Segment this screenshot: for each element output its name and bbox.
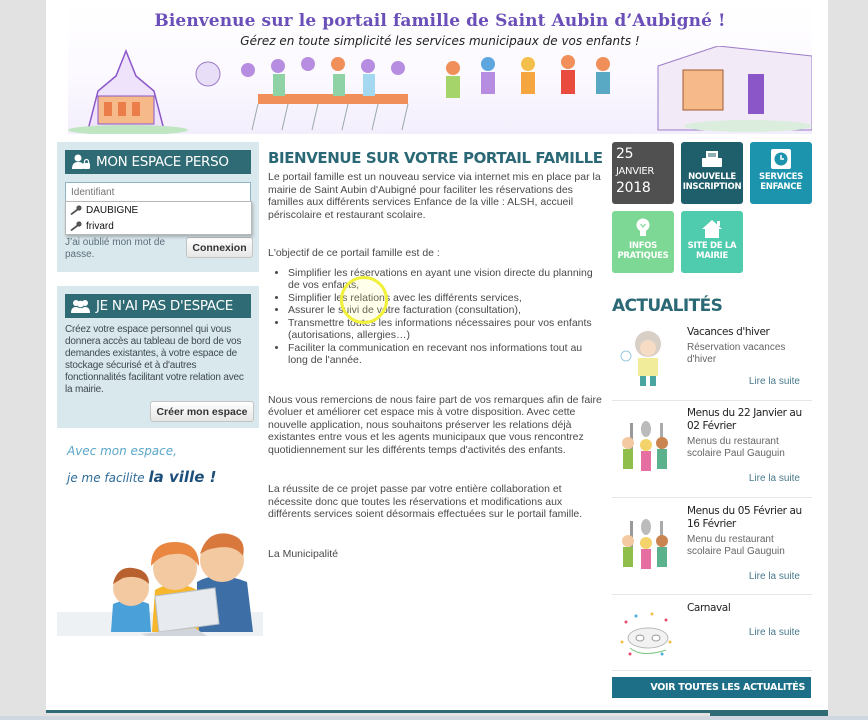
all-news-button[interactable]: VOIR TOUTES LES ACTUALITÉS [612, 677, 811, 698]
promo-line2-emphasis: la ville ! [148, 468, 217, 486]
read-more-link[interactable]: Lire la suite [748, 473, 800, 484]
autocomplete-option-label: frivard [86, 220, 114, 232]
news-divider [612, 497, 812, 498]
news-item[interactable] [612, 326, 812, 392]
banner-illustration [68, 46, 812, 134]
family-computer-image [57, 492, 263, 636]
lightbulb-icon [635, 218, 651, 238]
news-divider [612, 670, 812, 671]
promo-illustration [57, 436, 263, 636]
town-hall-site-tile[interactable] [681, 211, 743, 273]
promo-line2 [67, 468, 216, 486]
tile-label: MAIRIE [696, 251, 728, 261]
printer-icon [701, 151, 723, 169]
house-icon [702, 220, 722, 238]
page-title: BIENVENUE SUR VOTRE PORTAIL FAMILLE [268, 149, 603, 167]
news-description: Réservation vacances d'hiver [687, 342, 786, 365]
header-banner [68, 6, 812, 134]
banner-subtitle: Gérez en toute simplicité les services municipaux de vos enfants ! [240, 34, 640, 48]
taskbar-edge [0, 716, 868, 720]
clock-icon [771, 149, 791, 169]
winter-child-thumbnail [616, 326, 676, 390]
tile-label: ENFANCE [760, 182, 802, 192]
child-services-tile[interactable] [750, 142, 812, 204]
objective-item: • Simplifier les relations avec les différents services, [288, 292, 603, 305]
autocomplete-option[interactable] [66, 202, 251, 218]
news-description: Menus du restaurant scolaire Paul Gauguin [687, 436, 785, 459]
tile-label: PRATIQUES [617, 251, 669, 261]
tile-label: NOUVELLE [688, 172, 736, 182]
objectives-list [288, 267, 603, 367]
banner-title: Bienvenue sur le portail famille de Saint Aubin d’Aubigné ! [154, 11, 726, 31]
read-more-link[interactable]: Lire la suite [748, 571, 800, 582]
objectives-intro: L'objectif de ce portail famille est de : [268, 247, 440, 259]
read-more-link[interactable]: Lire la suite [748, 627, 800, 638]
objective-item: • Simplifier les réservations en ayant une vision directe du planning de vos enfants, [288, 267, 603, 292]
news-item[interactable] [612, 407, 812, 487]
news-title: Carnaval [687, 602, 731, 614]
autocomplete-option-label: DAUBIGNE [86, 204, 139, 216]
key-icon [70, 205, 82, 215]
tile-label: INFOS [629, 241, 657, 251]
tile-label: SERVICES [759, 172, 803, 182]
create-account-button[interactable]: Créer mon espace [150, 401, 254, 422]
read-more-link[interactable]: Lire la suite [748, 376, 800, 387]
tile-label: INSCRIPTION [682, 182, 742, 192]
login-button[interactable]: Connexion [186, 237, 253, 258]
login-heading [65, 150, 251, 174]
identifier-input[interactable] [65, 182, 251, 202]
date-tile [612, 142, 674, 204]
date-year: 2018 [616, 180, 651, 196]
success-paragraph: La réussite de ce projet passe par votre entière collaboration et nécessite donc que toutes les réservations et modifications aux différents services soient désormais effectuées sur le portail famille. [268, 483, 583, 520]
promo-line1: Avec mon espace, [67, 444, 177, 458]
new-registration-tile[interactable] [681, 142, 743, 204]
tile-label: SITE DE LA [687, 241, 737, 251]
no-account-panel [57, 286, 259, 428]
autocomplete-option[interactable] [66, 218, 251, 234]
autocomplete-dropdown [65, 201, 252, 235]
user-lock-icon [71, 154, 91, 170]
news-divider [612, 400, 812, 401]
carnival-mask-thumbnail [616, 602, 676, 666]
news-divider [612, 594, 812, 595]
forgot-password-link[interactable]: J’ai oublié mon mot de passe. [65, 237, 166, 260]
intro-paragraph: Le portail famille est un nouveau service via internet mis en place par la mairie de Saint Aubin d'Aubigné pour faciliter les réservations des familles aux différents services Enfance de la ville : ALSH, accueil périscolaire et restaurant scolaire. [268, 171, 601, 221]
practical-info-tile[interactable] [612, 211, 674, 273]
no-account-heading-text: JE N'AI PAS D'ESPACE [96, 298, 233, 314]
objective-item: • Assurer le suivi de votre facturation (consultation), [288, 304, 603, 317]
key-icon [70, 221, 82, 231]
news-heading: ACTUALITÉS [612, 296, 723, 316]
objective-item: • Transmettre toutes les informations nécessaires pour vos enfants (autorisations, allergies…) [288, 317, 603, 342]
no-account-description: Créez votre espace personnel qui vous donnera accès au tableau de bord de vos demandes existantes, à votre espace de stockage sécurisé et à d'autres fonctionnalités facilitant votre relation avec la mairie. [65, 324, 244, 395]
date-day: 25 [616, 146, 634, 162]
news-title: Menus du 05 Février au 16 Février [687, 505, 802, 530]
login-panel [57, 142, 259, 272]
thanks-paragraph: Nous vous remercions de nous faire part de vos remarques afin de faire évoluer et améliorer cet espace mis à votre disposition. Avec cette nouvelle application, nous souhaitons préserver les relations déjà existantes entre vous et les agents municipaux que vous rencontrez quotidiennement sur les différents temps d'activités des enfants. [268, 393, 602, 456]
objective-item: • Faciliter la communication en recevant nos informations tout au long de l'année. [288, 342, 603, 367]
news-item[interactable] [612, 602, 812, 668]
promo-line2-prefix: je me facilite [67, 471, 145, 485]
news-description: Menu du restaurant scolaire Paul Gauguin [687, 534, 785, 557]
kids-cutlery-thumbnail [616, 517, 676, 581]
news-title: Menus du 22 Janvier au 02 Février [687, 407, 802, 432]
news-item[interactable] [612, 505, 812, 585]
signature: La Municipalité [268, 547, 339, 560]
kids-cutlery-thumbnail [616, 419, 676, 483]
date-month: JANVIER [616, 166, 655, 177]
main-content [268, 148, 603, 560]
users-icon [71, 298, 91, 314]
news-title: Vacances d'hiver [687, 326, 770, 338]
no-account-heading [65, 294, 251, 318]
login-heading-text: MON ESPACE PERSO [96, 154, 229, 170]
page-container [46, 0, 828, 712]
